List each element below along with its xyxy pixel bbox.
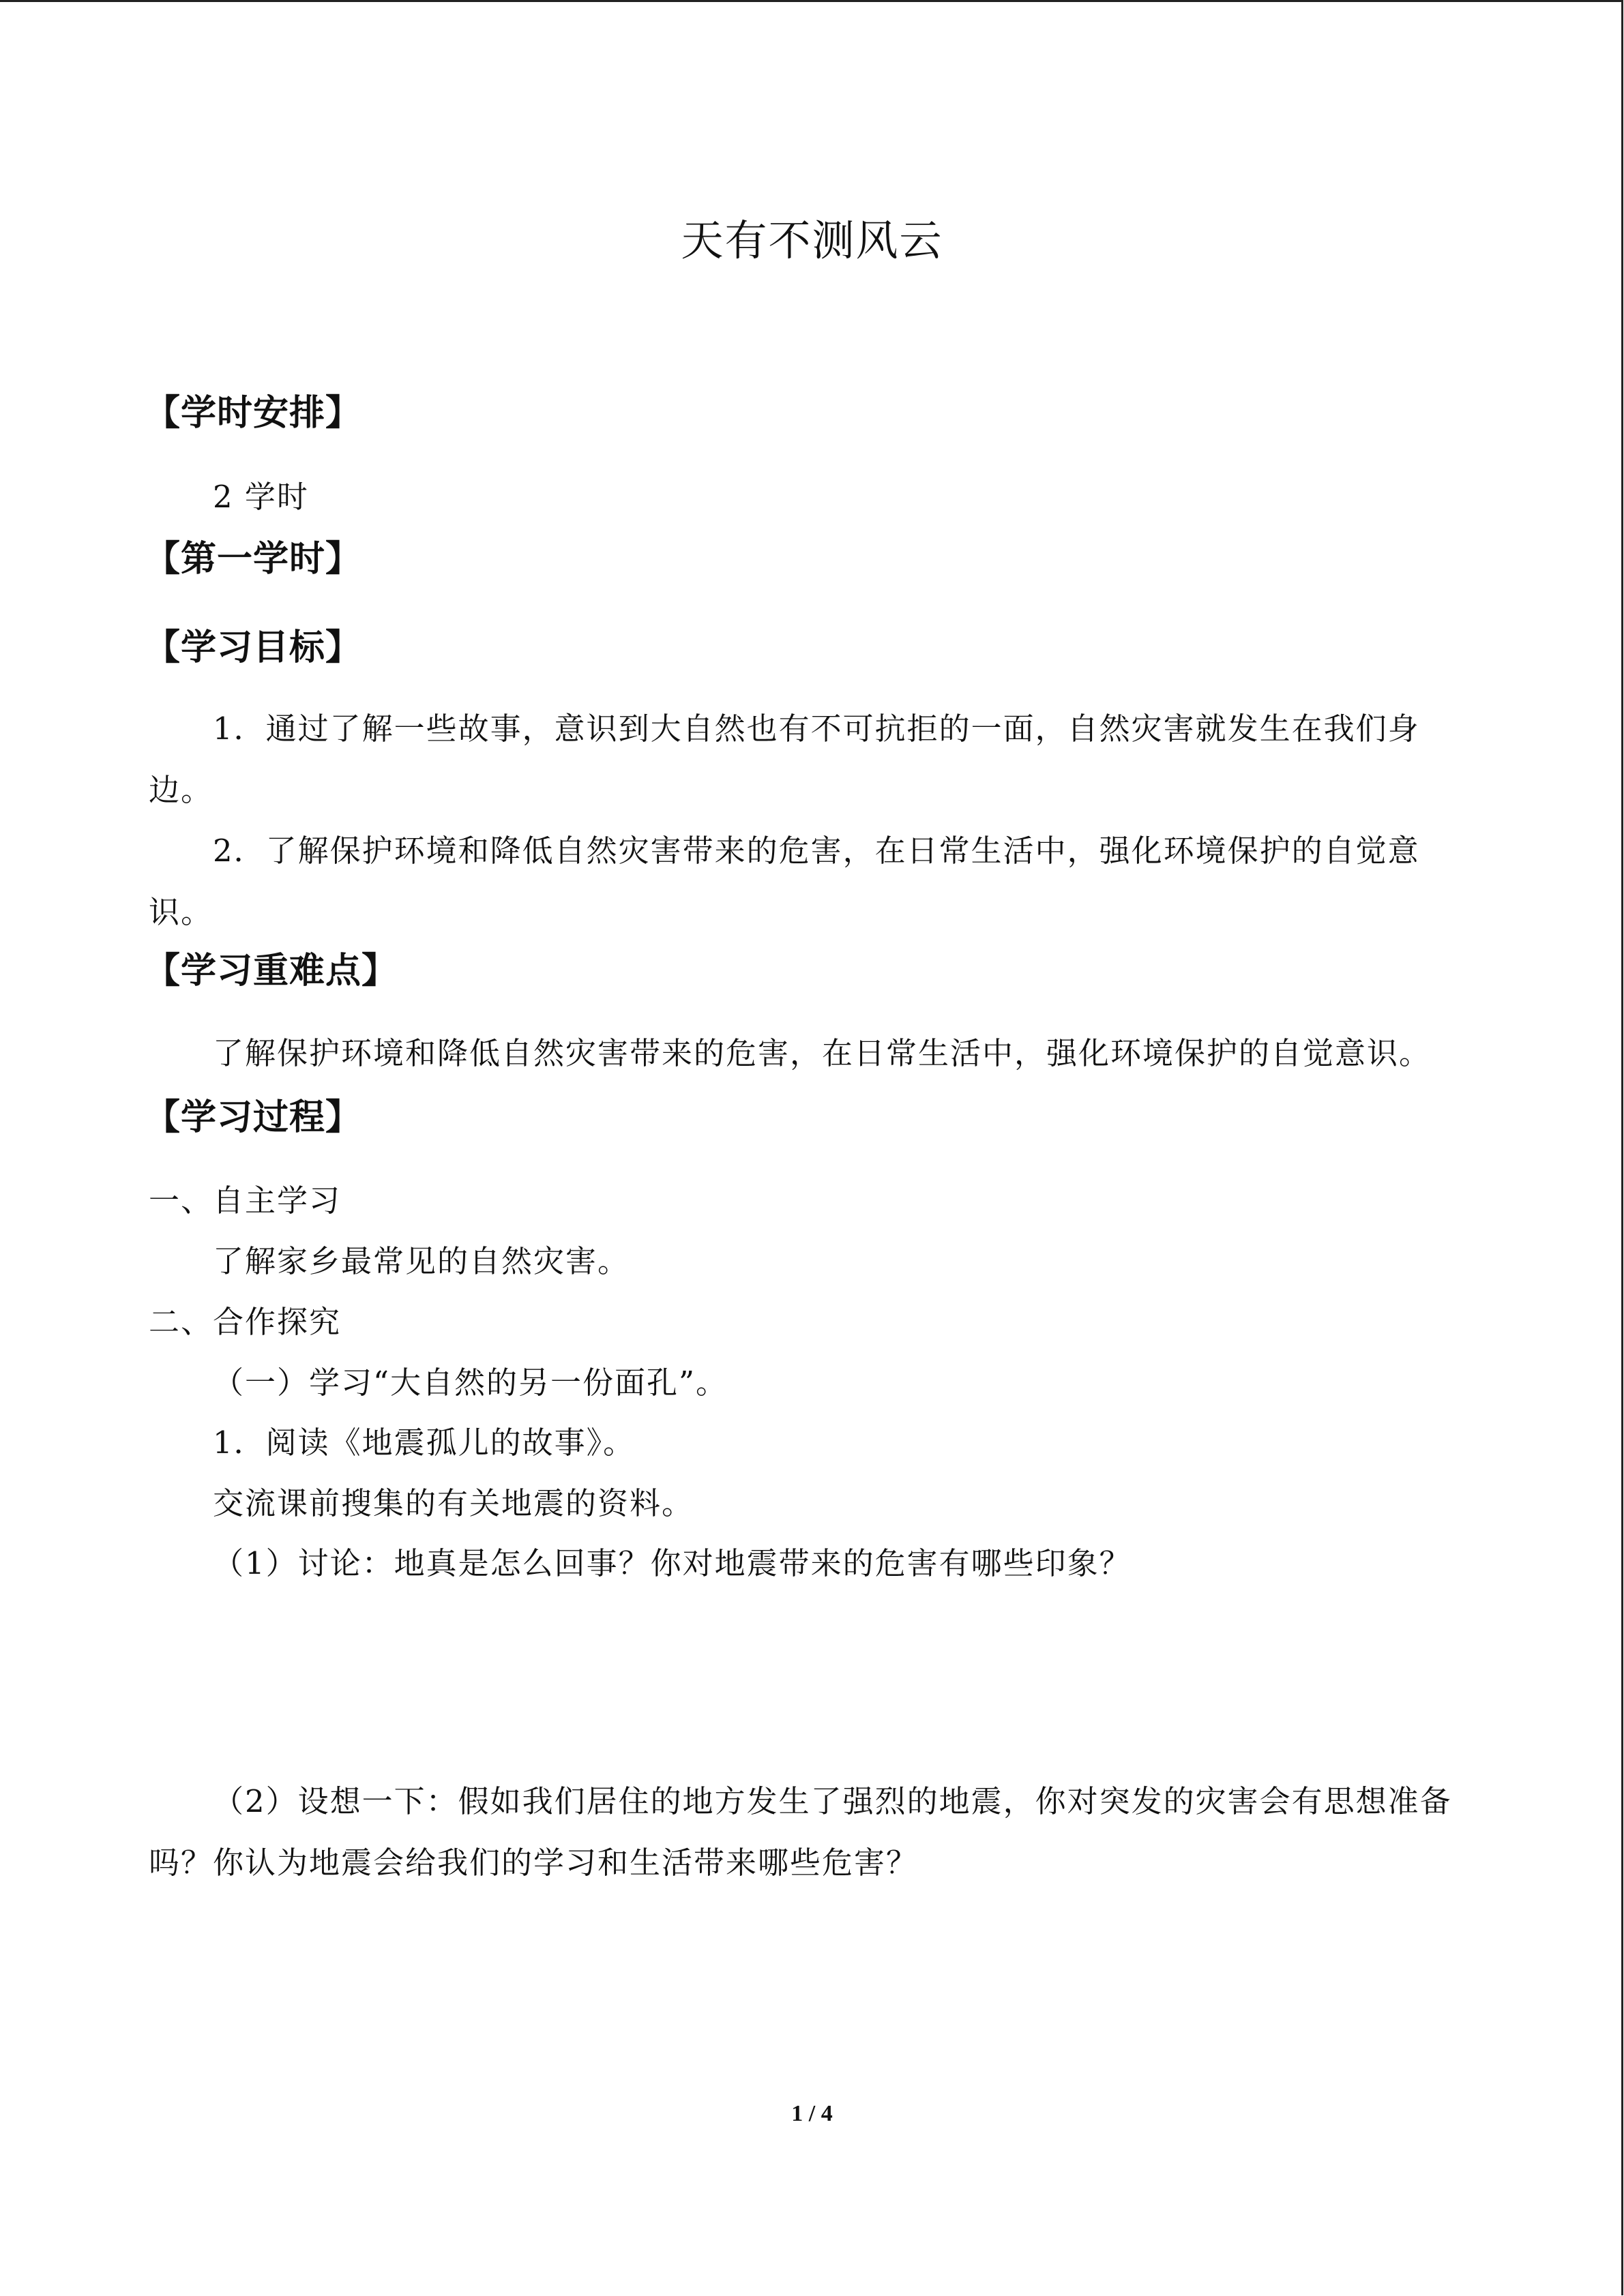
part1-title: 一、自主学习 [149, 1182, 342, 1219]
goal-item-2: 2．了解保护环境和降低自然灾害带来的危害，在日常生活中，强化环境保护的自觉意识。 [149, 833, 1420, 930]
schedule-value: 2 学时 [213, 479, 309, 515]
item1-title: 1．阅读《地震孤儿的故事》。 [213, 1425, 636, 1461]
item1-text: 交流课前搜集的有关地震的资料。 [213, 1485, 694, 1521]
goal-item-1: 1．通过了解一些故事，意识到大自然也有不可抗拒的一面，自然灾害就发生在我们身边。 [149, 711, 1420, 808]
schedule-heading: 【学时安排】 [145, 393, 362, 434]
process-heading: 【学习过程】 [145, 1097, 362, 1138]
key-points-text: 了解保护环境和降低自然灾害带来的危害，在日常生活中，强化环境保护的自觉意识。 [213, 1035, 1432, 1071]
key-points-heading: 【学习重难点】 [145, 951, 398, 992]
first-period-heading: 【第一学时】 [145, 539, 362, 580]
document-title: 天有不测风云 [681, 215, 943, 265]
goals-heading: 【学习目标】 [145, 627, 362, 668]
question-2: （2）设想一下：假如我们居住的地方发生了强烈的地震，你对突发的灾害会有思想准备吗？你认为地震会给我们的学习和生活带来哪些危害？ [149, 1783, 1452, 1881]
question-1: （1）讨论：地真是怎么回事？你对地震带来的危害有哪些印象？ [213, 1545, 1132, 1581]
part1-text: 了解家乡最常见的自然灾害。 [213, 1243, 630, 1279]
part2-title: 二、合作探究 [149, 1304, 342, 1340]
sub1-title: （一）学习“大自然的另一份面孔”。 [213, 1365, 728, 1401]
page-number: 1 / 4 [791, 2101, 833, 2126]
